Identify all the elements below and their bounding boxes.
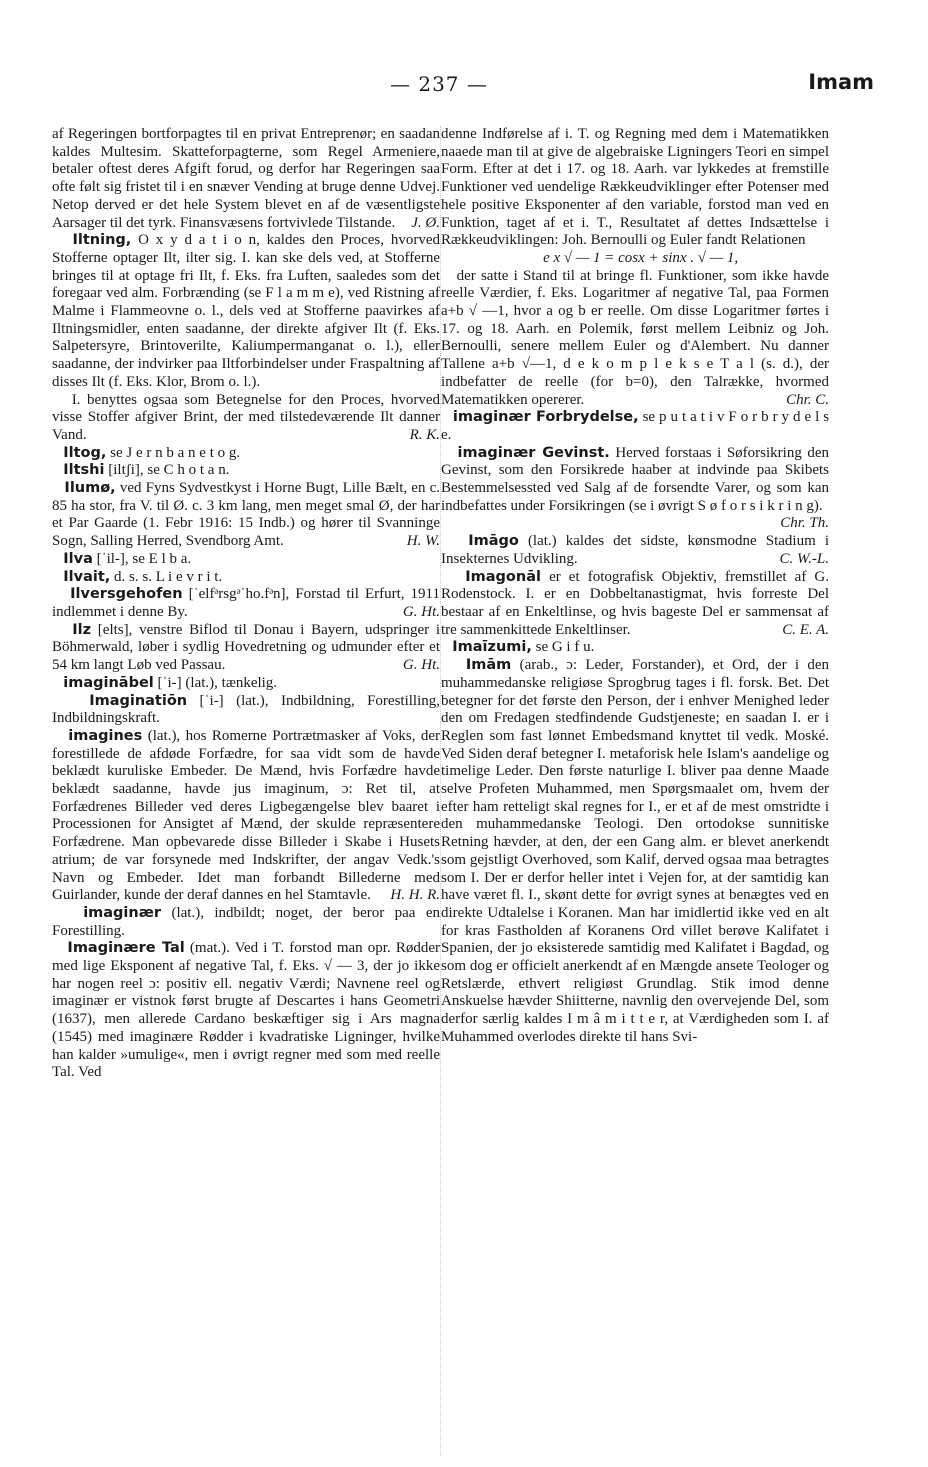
entry-text: se J e r n b a n e t o g.	[110, 444, 241, 461]
entry-text: [ˈelfᵊrsgᵊˈho.fᵊn], Forstad til Erfurt, 1911 indlemmet i denne By.	[52, 586, 440, 620]
entry-headword: Imagonāl	[465, 568, 541, 585]
entry-headword: Imām	[465, 657, 512, 674]
entry-text: [ˈil-], se E l b a.	[96, 550, 192, 567]
entry-signature: R. K.	[409, 426, 440, 443]
entry-headword: Imaginatiōn	[89, 692, 188, 709]
entry-text: er et fotografisk Objektiv, fremstillet af G. Rodenstock. I. er en Dobbeltanastigmat, hvis forreste Del bestaar af en Enkeltlinse, og hvis bageste Del er sammensat af tre sammenkittede Enkeltlinser.	[441, 568, 829, 638]
entry-text: se p u t a t i v F o r b r y d e l s e.	[441, 409, 829, 443]
entry-text: e x √ — 1 = cosx + sinx . √ — 1,	[543, 249, 739, 266]
entry-headword: Ilvait,	[63, 568, 111, 585]
dictionary-entry	[52, 675, 440, 693]
dictionary-entry	[52, 586, 440, 621]
entry-headword: imagines	[68, 727, 143, 744]
entry-signature: J. Ø.	[411, 214, 440, 231]
entry-headword: Imaginære Tal	[67, 940, 185, 957]
dictionary-entry	[441, 569, 829, 640]
entry-signature: G. Ht.	[402, 603, 440, 620]
entry-headword: Imāgo	[468, 533, 519, 550]
entry-text: (lat.), indbildt; noget, der beror paa en Forestilling.	[52, 904, 440, 939]
entry-text: [ˈi-] (lat.), Indbildning, Forestilling, Indbildningskraft.	[52, 692, 440, 727]
dictionary-entry	[52, 940, 440, 1082]
entry-headword: imaginær Gevinst.	[457, 444, 610, 461]
entry-text: (lat.) kaldes det sidste, kønsmodne Stadium i Insekternes Udvikling.	[441, 533, 829, 567]
entry-headword: Ilversgehofen	[70, 586, 183, 603]
dictionary-entry	[52, 569, 440, 587]
entry-signature: Chr. Th.	[780, 515, 829, 532]
entry-signature: G. Ht.	[402, 657, 440, 674]
dictionary-entry	[52, 728, 440, 905]
running-head: Imam	[808, 70, 874, 94]
entry-text: (lat.), hos Romerne Portrætmasker af Voks, der forestillede de afdøde Forfædre, for saa vidt som de havde beklædt kuruliske Embeder. De Mænd, hvis Forfædre havde beklædt saadanne, havde jus imaginum, ɔ: Ret til, at Forfædrenes Billeder ved deres Ligbegængelse blev baaret i Processionen for Ansigtet af Mænd, der skulde repræsentere Forfædrene. Man opbevarede disse Billeder i Skabe i Husets atrium; de var forsynede med Indskrifter, der angav Vedk.'s Navn og Embeder. Idet man forbandt Billederne med Guirlander, kunde der deraf dannes en hel Stamtavle.	[52, 727, 440, 904]
entry-headword: Imaīzumi,	[452, 639, 532, 656]
entry-signature: C. E. A.	[782, 621, 829, 638]
dictionary-entry	[441, 445, 829, 534]
entry-headword: Iltog,	[63, 444, 107, 461]
entry-text: [ˈi-] (lat.), tænkelig.	[157, 674, 278, 691]
dictionary-entry	[52, 445, 440, 463]
entry-signature: H. H. R.	[390, 887, 440, 904]
dictionary-entry	[52, 905, 440, 940]
page-number: — 237 —	[390, 72, 488, 96]
dictionary-entry	[52, 622, 440, 675]
entry-signature: Chr. C.	[786, 391, 829, 408]
entry-text: O x y d a t i o n, kaldes den Proces, hvorved Stofferne optager Ilt, ilter sig. I. kan ske dels ved, at Stofferne bringes til at optage fri Ilt, f. Eks. fra Luften, saaledes som det foregaar ved alm. Forbrænding (se F l a m m e), ved Ristning af Malme i Flammeovne o. l., dels ved at Stofferne paavirkes af Iltningsmidler, enten saadanne, der direkte afgiver Ilt (f. Eks. Salpetersyre, Brintoverilte, Kaliumpermanganat o. l.), eller saadanne, der indvirker paa Iltforbindelser under Fraspaltning af disses Ilt (f. Eks. Klor, Brom o. l.).	[52, 232, 440, 390]
entry-headword: imaginær	[83, 904, 162, 921]
dictionary-entry	[441, 657, 829, 1046]
dictionary-entry	[52, 126, 440, 232]
entry-headword: imaginær Forbrydelse,	[452, 409, 639, 426]
dictionary-entry	[52, 462, 440, 480]
dictionary-entry	[52, 551, 440, 569]
dictionary-entry	[441, 533, 829, 568]
dictionary-entry	[52, 693, 440, 728]
dictionary-entry	[52, 232, 440, 391]
entry-headword: Ilva	[63, 550, 93, 567]
dictionary-entry	[441, 268, 829, 410]
entry-text: ved Fyns Sydvestkyst i Horne Bugt, Lille Bælt, en c. 85 ha stor, fra V. til Ø. c. 3 km lang, men meget smal Ø, der har et Par Gaarde (1. Febr 1916: 15 Indb.) og hører til Svanninge Sogn, Salling Herred, Svendborg Amt.	[52, 480, 440, 550]
entry-text: denne Indførelse af i. T. og Regning med dem i Matematikken naaede man til at give de algebraiske Ligningers Teori en simpel Form. Efter at det i 17. og 18. Aarh. var lykkedes at fremstille Funktioner ved uendelige Rækkeudviklinger efter Potenser med hele positive Eksponenter af den variable, forstod man ved en Funktion, taget af et i. T., Resultatet af dettes Indsættelse i Rækkeudviklingen: Joh. Bernoulli og Euler fandt Relationen	[441, 126, 829, 249]
entry-text: Herved forstaas i Søforsikring den Gevinst, som den Forsikrede haaber at indvinde paa Skibets Bestemmelsessted ved Salg af de forsendte Varer, og som kan indbefattes under Forsikringen (se i øvrigt S ø f o r s i k r i n g).	[441, 444, 829, 514]
right-column	[440, 126, 829, 1456]
entry-text: (mat.). Ved i T. forstod man opr. Rødder med lige Eksponent af negative Tal, f. Eks. √ — 3, der jo ikke har nogen reel ɔ: positiv ell. negativ Værdi; Navnene reel og imaginær er vistnok først brugte af Descartes i hans Geometri (1637), men allerede Cardano beskæftiger sig i Ars magna (1545) med imaginære Rødder i kvadratiske Ligninger, hvilke han kalder »umulige«, men i øvrigt regner med som med reelle Tal. Ved	[52, 940, 440, 1081]
page-header	[52, 70, 874, 104]
entry-text: [iltʃi], se C h o t a n.	[108, 462, 230, 479]
entry-signature: H. W.	[406, 533, 440, 550]
dictionary-entry	[52, 392, 440, 445]
dictionary-entry	[441, 639, 829, 657]
dictionary-entry	[441, 126, 829, 250]
entry-headword: Ilz	[72, 621, 92, 638]
dictionary-entry	[441, 409, 829, 444]
entry-headword: Ilumø,	[64, 480, 116, 497]
entry-text: I. benyttes ogsaa som Betegnelse for den Proces, hvorved visse Stoffer afgiver Brint, der med tilstedeværende Ilt danner Vand.	[52, 391, 440, 443]
entry-text: af Regeringen bortforpagtes til en privat Entreprenør; en saadan kaldes Multesim. Skatteforpagterne, som Regel Armeniere, betaler oftest deres Afgift forud, og derfor har Regeringen saa ofte følt sig fristet til i en snæver Vending at bruge denne Udvej. Netop derved er det hele System blevet en af de væsentligste Aarsager til det tyrk. Finansvæsens fortvivlede Tilstande.	[52, 126, 440, 231]
entry-text: [elts], venstre Biflod til Donau i Bayern, udspringer i Böhmerwald, løber i sydlig Hovedretning og udmunder efter et 54 km langt Løb ved Passau.	[52, 621, 440, 674]
dictionary-entry	[441, 250, 829, 268]
entry-headword: Iltning,	[72, 232, 132, 249]
entry-headword: imaginābel	[63, 674, 154, 691]
entry-headword: Iltshi	[63, 462, 105, 479]
entry-text: der satte i Stand til at bringe fl. Funktioner, som ikke havde reelle Værdier, f. Eks. Logaritmer af negative Tal, paa Formen a+b √ —1, hvor a og b er reelle. Om disse Logaritmer førtes i 17. og 18. Aarh. en Polemik, først mellem Leibniz og Joh. Bernoulli, senere mellem Euler og d'Alembert. Nu danner Tallene a+b √—1, d e k o m p l e k s e T a l (s. d.), der indbefatter de reelle (for b=0), den Talrække, hvormed Matematikken opererer.	[441, 267, 829, 408]
left-column	[52, 126, 440, 1456]
entry-text: (arab., ɔ: Leder, Forstander), et Ord, der i den muhammedanske religiøse Sprogbrug tages i fl. forsk. Bet. Det betegner for det første den Person, der i enhver Menighed leder den om Fredagen stedfindende Gudstjeneste; en saadan I. er i Reglen som fast lønnet Embedsmand knyttet til vedk. Moské. Ved Siden deraf betegner I. metaforisk hele Islam's aandelige og timelige Leder. Den første naturlige I. bliver paa denne Maade selve Profeten Muhammed, men Spørgsmaalet om, hvem der efter ham retteligt skal regnes for I., er et af de mest omstridte i den muhammedanske Teologi. Den ortodokse sunnitiske Retning hævder, at den, der een Gang alm. er blevet anerkendt som gejstligt Overhoved, som Kalif, derved ogsaa maa betragtes som I. Der er derfor heller intet i Vejen for, at der samtidig kan have været fl. I., skønt dette for øvrigt synes at benægtes ved en direkte Udtalelse i Koranen. Man har imidlertid ikke ved en alt for kras Fastholden af Koranens Ord villet berøve Kalifatet i Spanien, der jo eksisterede samtidig med Kalifatet i Bagdad, og som dog er officielt anerkendt af en Mængde ansete Teologer og Retslærde, ethvert religiøst Grundlag. Stik imod denne Anskuelse hævder Shiitterne, navnlig den overvejende Del, som derfor særlig kaldes I m â m i t t e r, at Værdigheden som I. af Muhammed overlodes direkte til hans Svi-	[441, 657, 829, 1045]
entry-signature: C. W.-L.	[779, 550, 829, 567]
entry-text: d. s. s. L i e v r i t.	[114, 568, 223, 585]
dictionary-entry	[52, 480, 440, 551]
entry-text: se G i f u.	[535, 639, 595, 656]
